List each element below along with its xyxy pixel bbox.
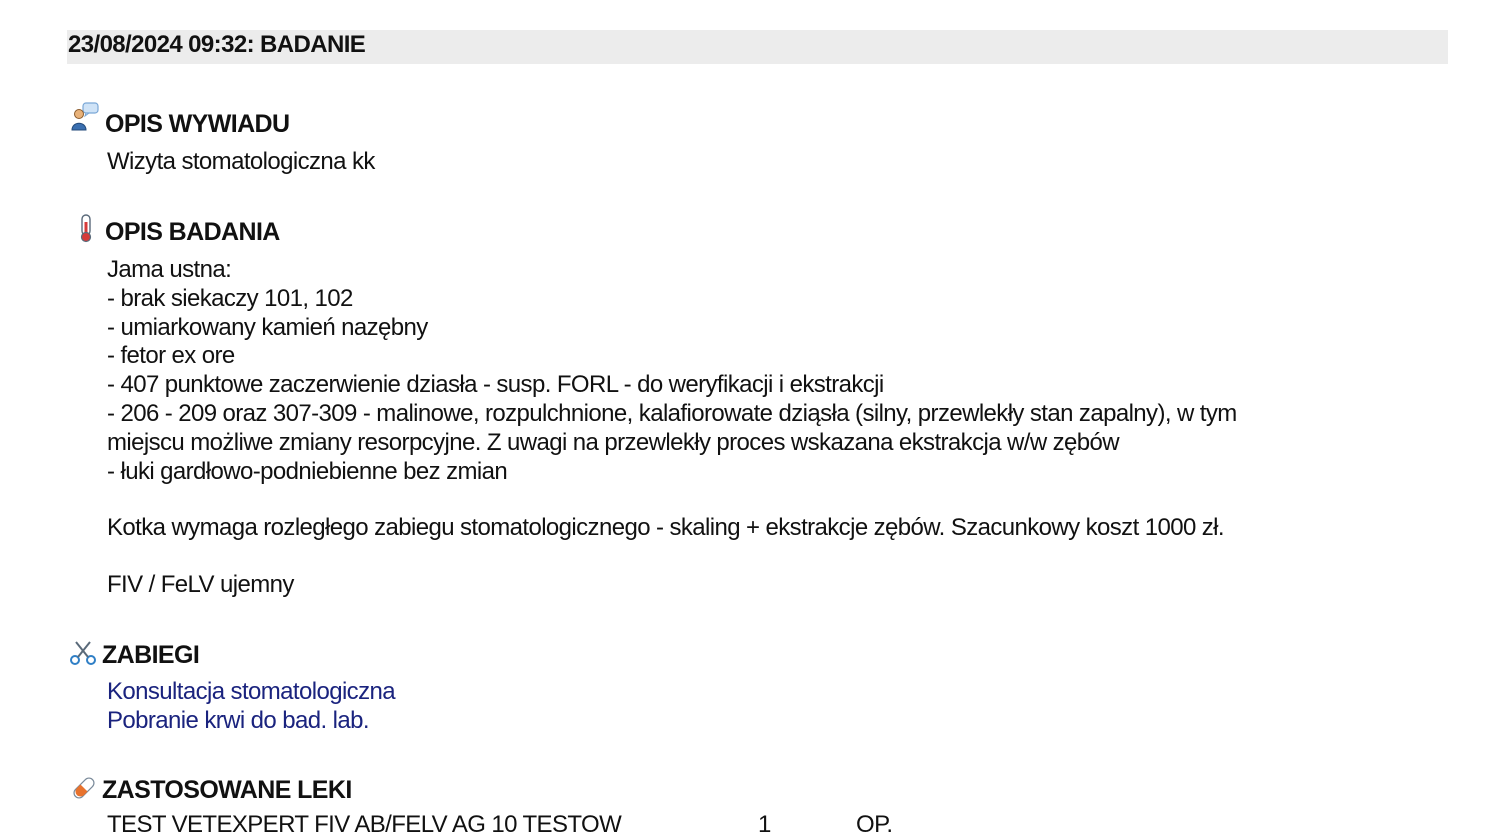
- exam-line: - łuki gardłowo-podniebienne bez zmian: [107, 458, 508, 485]
- drug-name: TEST VETEXPERT FIV AB/FELV AG 10 TESTOW: [107, 811, 622, 838]
- pill-icon: [69, 773, 99, 803]
- interview-person-icon: [70, 101, 100, 131]
- drug-unit: OP.: [856, 811, 893, 838]
- procedure-item: Pobranie krwi do bad. lab.: [107, 707, 369, 734]
- drug-quantity: 1: [758, 811, 771, 838]
- exam-line: - brak siekaczy 101, 102: [107, 285, 353, 312]
- procedure-item: Konsultacja stomatologiczna: [107, 678, 395, 705]
- exam-section-title: OPIS BADANIA: [105, 218, 280, 246]
- exam-line: - umiarkowany kamień nazębny: [107, 314, 428, 341]
- record-header-title: 23/08/2024 09:32: BADANIE: [68, 31, 366, 58]
- procedures-section-title: ZABIEGI: [102, 641, 200, 669]
- drugs-section-title: ZASTOSOWANE LEKI: [102, 776, 352, 804]
- thermometer-icon: [71, 214, 101, 244]
- exam-line: Jama ustna:: [107, 256, 232, 283]
- interview-section-title: OPIS WYWIADU: [105, 110, 290, 138]
- exam-line: - 206 - 209 oraz 307-309 - malinowe, rozpulchnione, kalafiorowate dziąsła (silny, przewlekły stan zapalny), w tym: [107, 400, 1237, 427]
- exam-line: - fetor ex ore: [107, 342, 235, 369]
- interview-text: Wizyta stomatologiczna kk: [107, 148, 375, 175]
- exam-test-result: FIV / FeLV ujemny: [107, 571, 294, 598]
- exam-summary: Kotka wymaga rozległego zabiegu stomatologicznego - skaling + ekstrakcje zębów. Szacunkowy koszt 1000 zł.: [107, 514, 1224, 541]
- exam-line: miejscu możliwe zmiany resorpcyjne. Z uwagi na przewlekły proces wskazana ekstrakcja w/w zębów: [107, 429, 1119, 456]
- exam-line: - 407 punktowe zaczerwienie dziasła - susp. FORL - do weryfikacji i ekstrakcji: [107, 371, 884, 398]
- scissors-icon: [68, 638, 98, 668]
